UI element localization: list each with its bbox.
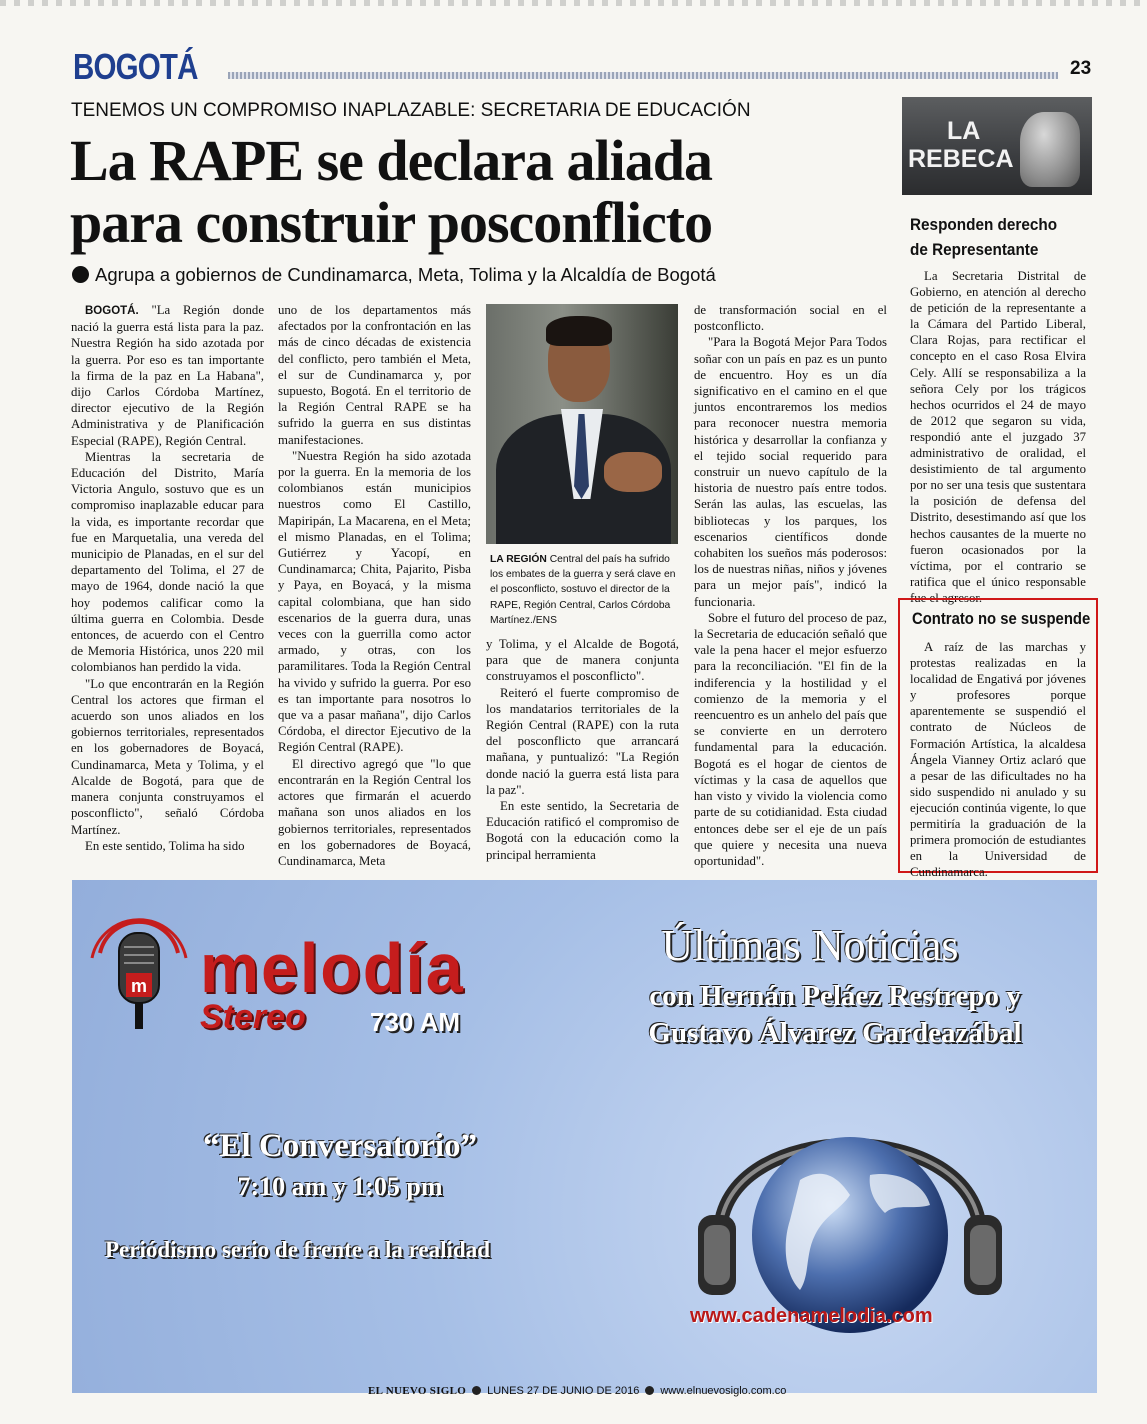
page-top-edge <box>0 0 1147 6</box>
sidebar-paragraph: A raíz de las marchas y protestas realizadas en la localidad de Engativá por jóvenes y profesores porque aparentemente se suspendió el contrato de Núcleos de Formación Artística, la alcaldesa Ángela Vianney Ortiz aclaró que a pesar de las dificultades no ha sido suspendido ni anulado y su ejecución continúa vigente, lo que permitiría la graduación de la primera promoción de estudiantes en la Universidad de Cundinamarca. <box>910 640 1086 880</box>
caption-text: Central del país ha sufrido los embates de la guerra y será clave en el posconflicto, sostuvo el director de la RAPE, Región Central, Carlos Córdoba Martínez./ENS <box>490 554 676 626</box>
caption-lead: LA REGIÓN <box>490 554 547 565</box>
bullet-icon <box>472 1386 481 1395</box>
footer-website[interactable]: www.elnuevosiglo.com.co <box>660 1385 787 1397</box>
ad-hosts <box>555 978 1115 1052</box>
footer-date: LUNES 27 DE JUNIO DE 2016 <box>487 1385 640 1397</box>
ad-slogan: Periódismo serio de frente a la realidad <box>105 1237 490 1262</box>
article-headline <box>70 130 870 254</box>
svg-text:m: m <box>130 976 148 996</box>
station-logo-name: melodía <box>200 929 465 1007</box>
column-paragraph: de transformación social en el postconflicto. <box>694 303 887 334</box>
ad-show-times: 7:10 am y 1:05 pm <box>237 1172 443 1201</box>
column-paragraph: "Nuestra Región ha sido azotada por la guerra. En la memoria de los colombianos están municipios nuestros como El Castillo, Mapiripán, La Macarena, en el Meta; el mismo Planadas, en el Tolima; Gutiérrez y Yacopí, en Cundinamarca; Chita, Pajarito, Pisba y Paya, en Boyacá, y la misma capital colombiana, que han sido escenarios de la guerra dura, unas veces con la guerrilla como actor armado, y otras, con los paramilitares. Toda la Región Central ha vivido y sufrido la guerra. Por eso es tan importante para nosotros lo que va a pasar mañana", dijo Carlos Córdoba, el director Ejecutivo de la Región Central (RAPE). <box>278 448 471 755</box>
station-frequency: 730 AM <box>370 1007 461 1037</box>
column-paragraph: y Tolima, y el Alcalde de Bogotá, para que de manera conjunta construyamos el posconflicto". <box>486 637 679 684</box>
bullet-icon <box>645 1386 654 1395</box>
paragraph-text: "La Región donde nació la guerra está lista para la paz. Nuestra Región ha sido azotada por la guerra. Por eso es tan importante la firma de la paz en La Habana", dijo Carlos Córdoba Martínez, director ejecutivo de la Región Administrativa y de Planificación Especial (RAPE), Región Central. <box>71 303 265 448</box>
column-paragraph: Mientras la secretaria de Educación del Distrito, María Victoria Angulo, sostuvo que es un compromiso inaplazable educar para la vida, es importante recordar que fue en Marquetalia, una vereda del municipio de Planadas, en el sur del departamento del Tolima, el 27 de mayo de 1964, donde nació la que hoy podemos calificar como la última guerra en Colombia. Desde entonces, de acuerdo con el Centro de Memoria Histórica, unos 220 mil colombianos han perdido la vida. <box>71 449 264 675</box>
globe-headphones-icon <box>690 1085 1010 1335</box>
sidebar-item-2-title: Contrato no se suspende <box>912 610 1091 628</box>
column-paragraph: "Lo que encontrarán en la Región Central los actores que firman el acuerdo son unos aliados en los gobiernos territoriales, representados en los gobernadores de Boyacá, Cundinamarca, Meta y Tolima, y el Alcalde de Bogotá, para que de manera conjunta construyamos el posconflicto", señaló Córdoba Martínez. <box>71 676 264 837</box>
la-rebeca-badge <box>902 97 1092 195</box>
bullet-icon <box>72 266 89 283</box>
footer-brand: EL NUEVO SIGLO <box>368 1385 467 1397</box>
headline-line-1: La RAPE se declara aliada <box>70 128 712 193</box>
sidebar-item-1-text <box>910 268 1086 606</box>
column-paragraph: Sobre el futuro del proceso de paz, la Secretaria de educación señaló que vale la pena hacer el mejor esfuerzo para la reconciliación. "El fin de la indiferencia y la hostilidad y el comienzo de la memoria y el reencuentro es un anhelo del país que se convierte en un derrotero fundamental para la educación. Bogotá es el hogar de cientos de víctimas y la casa de aquellos que han visto y vivido la violencia como parte de su cotidianidad. Esta ciudad entonces debe ser el eje de un país que quiere y necesita una nueva oportunidad". <box>694 610 887 868</box>
subhead-text: Agrupa a gobiernos de Cundinamarca, Meta, Tolima y la Alcaldía de Bogotá <box>95 264 716 285</box>
column-paragraph: En este sentido, la Secretaria de Educación ratificó el compromiso de Bogotá con la educación como la principal herramienta <box>486 799 679 862</box>
article-column-3 <box>486 636 679 863</box>
column-paragraph: uno de los departamentos más afectados por la confrontación en las más de cinco décadas de existencia del conflicto, pero también el Meta, el sur de Cundinamarca y, por supuesto, Bogotá. En el territorio de la Región Central RAPE se ha sufrido la guerra en sus distintas manifestaciones. <box>278 303 471 447</box>
ad-url[interactable]: www.cadenamelodia.com <box>690 1305 933 1327</box>
article-subhead <box>72 264 716 286</box>
column-paragraph: El directivo agregó que "lo que encontrarán en la Región Central los actores que firmarán el acuerdo mañana son unos aliados en los gobiernos territoriales, representados en los gobernadores de Boyacá, Cundinamarca, Meta <box>278 756 471 868</box>
sidebar-paragraph: La Secretaria Distrital de Gobierno, en atención al derecho de petición de la representante a la Cámara del Partido Liberal, Clara Rojas, para rectificar el concepto en el caso Rosa Elvira Cely. Allí se responsabiliza a la señora Cely por los trágicos hechos ocurridos el 24 de mayo de 2012 que segaron su vida, respondió ante el juzgado 37 administrativo de oralidad, el desistimiento de tal argumento por no ser una tesis que sustentara la posición de defensa del Distrito, desestimando así que los hechos causantes de la muerte no fueron ocasionados por la víctima, por el contrario se ratifica que el único responsable fue el agresor. <box>910 269 1086 605</box>
ad-show-name: “El Conversatorio” <box>202 1128 478 1164</box>
page-number: 23 <box>1070 58 1092 79</box>
column-paragraph: En este sentido, Tolima ha sido <box>85 838 245 853</box>
column-paragraph: Reiteró el fuerte compromiso de los mandatarios territoriales de la Región Central (RAPE) con la ruta del posconflicto que arrancará mañana, y puntualizó: "La Región donde nació la guerra está lista para la paz". <box>486 685 679 797</box>
statue-image <box>1020 112 1080 187</box>
article-column-1 <box>71 302 264 854</box>
sidebar-item-1-title: Responden derecho de Representante <box>910 215 1058 259</box>
article-kicker: TENEMOS UN COMPROMISO INAPLAZABLE: SECRETARIA DE EDUCACIÓN <box>71 100 751 121</box>
badge-line-1: LA <box>947 117 981 145</box>
article-column-4 <box>694 302 887 869</box>
article-photo <box>486 304 678 544</box>
page-footer <box>368 1385 786 1397</box>
photo-caption <box>490 552 680 628</box>
column-paragraph: "Para la Bogotá Mejor Para Todos soñar con un país en paz es un punto de encuentro. Hoy es un día significativo en el camino en el que juntos encontraremos los medios para reconocer nuestra memoria histórica y desarrollar la confianza y el tejido social requerido para construir un nuevo capítulo de la historia de nuestro país entre todos. Serán las aulas, las escuelas, las bibliotecas y los parques, los escenarios científicos donde cohabiten los sueños más poderosos: los de nuestras niñas, niños y jóvenes para un mejor país", indicó la funcionaria. <box>694 335 887 609</box>
hosts-line-1: con Hernán Peláez Restrepo y <box>649 980 1021 1012</box>
column-paragraph <box>71 302 264 449</box>
dateline: BOGOTÁ. <box>85 305 139 317</box>
section-title: BOGOTÁ <box>73 46 198 87</box>
badge-line-2: REBECA <box>908 145 1014 173</box>
hosts-line-2: Gustavo Álvarez Gardeazábal <box>648 1017 1022 1049</box>
station-logo-stereo: Stereo <box>200 998 306 1036</box>
sidebar-item-2-text <box>910 639 1086 880</box>
headline-line-2: para construir posconflicto <box>70 190 713 255</box>
ad-title: Últimas Noticias <box>661 921 959 970</box>
section-rule <box>228 72 1058 79</box>
microphone-icon <box>90 913 188 1038</box>
article-column-2 <box>278 302 471 869</box>
